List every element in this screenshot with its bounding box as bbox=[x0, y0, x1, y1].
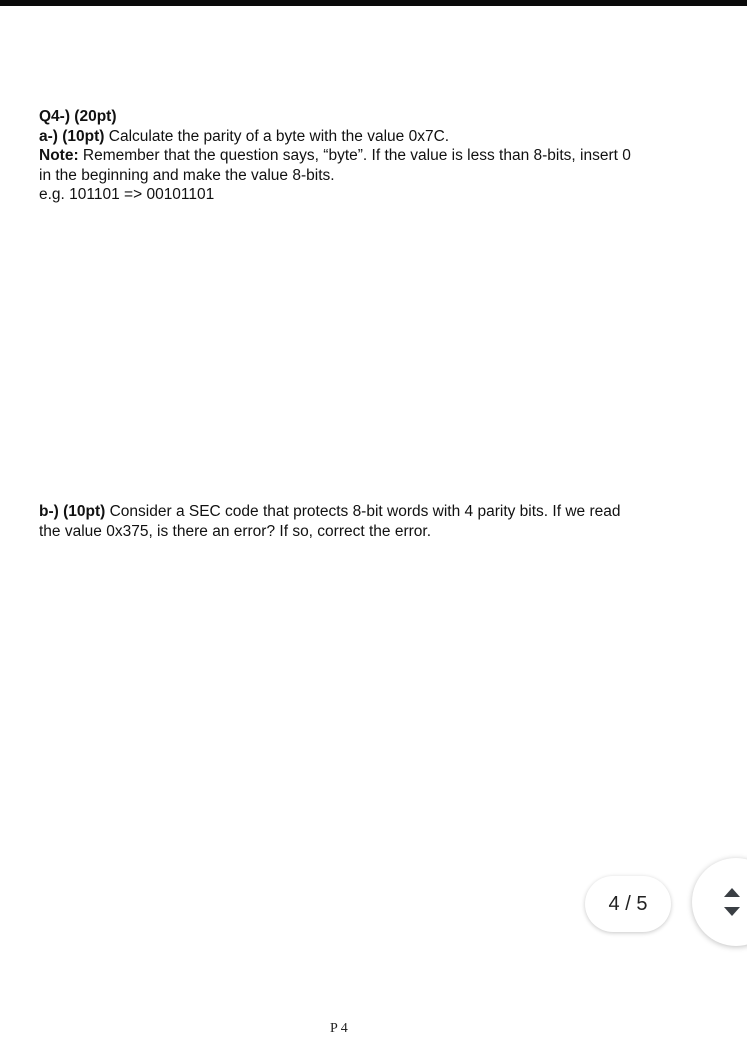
part-a-text: Calculate the parity of a byte with the value 0x7C. bbox=[104, 127, 450, 145]
part-b-label: b-) (10pt) bbox=[39, 503, 106, 520]
document-page bbox=[0, 6, 747, 1036]
part-b-line-2: the value 0x375, is there an error? If so, correct the error. bbox=[39, 523, 432, 540]
note-line-1 bbox=[39, 146, 679, 166]
page-indicator: 4 / 5 bbox=[585, 876, 671, 932]
question-header: Q4-) (20pt) bbox=[39, 108, 117, 125]
note-line-2: in the beginning and make the value 8-bits. bbox=[39, 166, 335, 184]
page-footer-text: P 4 bbox=[330, 1021, 348, 1036]
part-b-text-1: Consider a SEC code that protects 8-bit words with 4 parity bits. If we read bbox=[105, 503, 621, 520]
example-line: e.g. 101101 => 00101101 bbox=[39, 186, 215, 203]
part-b-line-1 bbox=[39, 502, 679, 522]
note-label: Note: bbox=[39, 147, 79, 164]
note-text-1: Remember that the question says, “byte”. If the value is less than 8-bits, insert 0 bbox=[78, 147, 631, 164]
question-part-b-block bbox=[39, 502, 679, 542]
up-down-arrows-icon bbox=[723, 886, 741, 918]
part-a-line bbox=[39, 127, 679, 147]
part-a-label: a-) (10pt) bbox=[39, 127, 105, 145]
question-part-a-block bbox=[39, 107, 679, 205]
